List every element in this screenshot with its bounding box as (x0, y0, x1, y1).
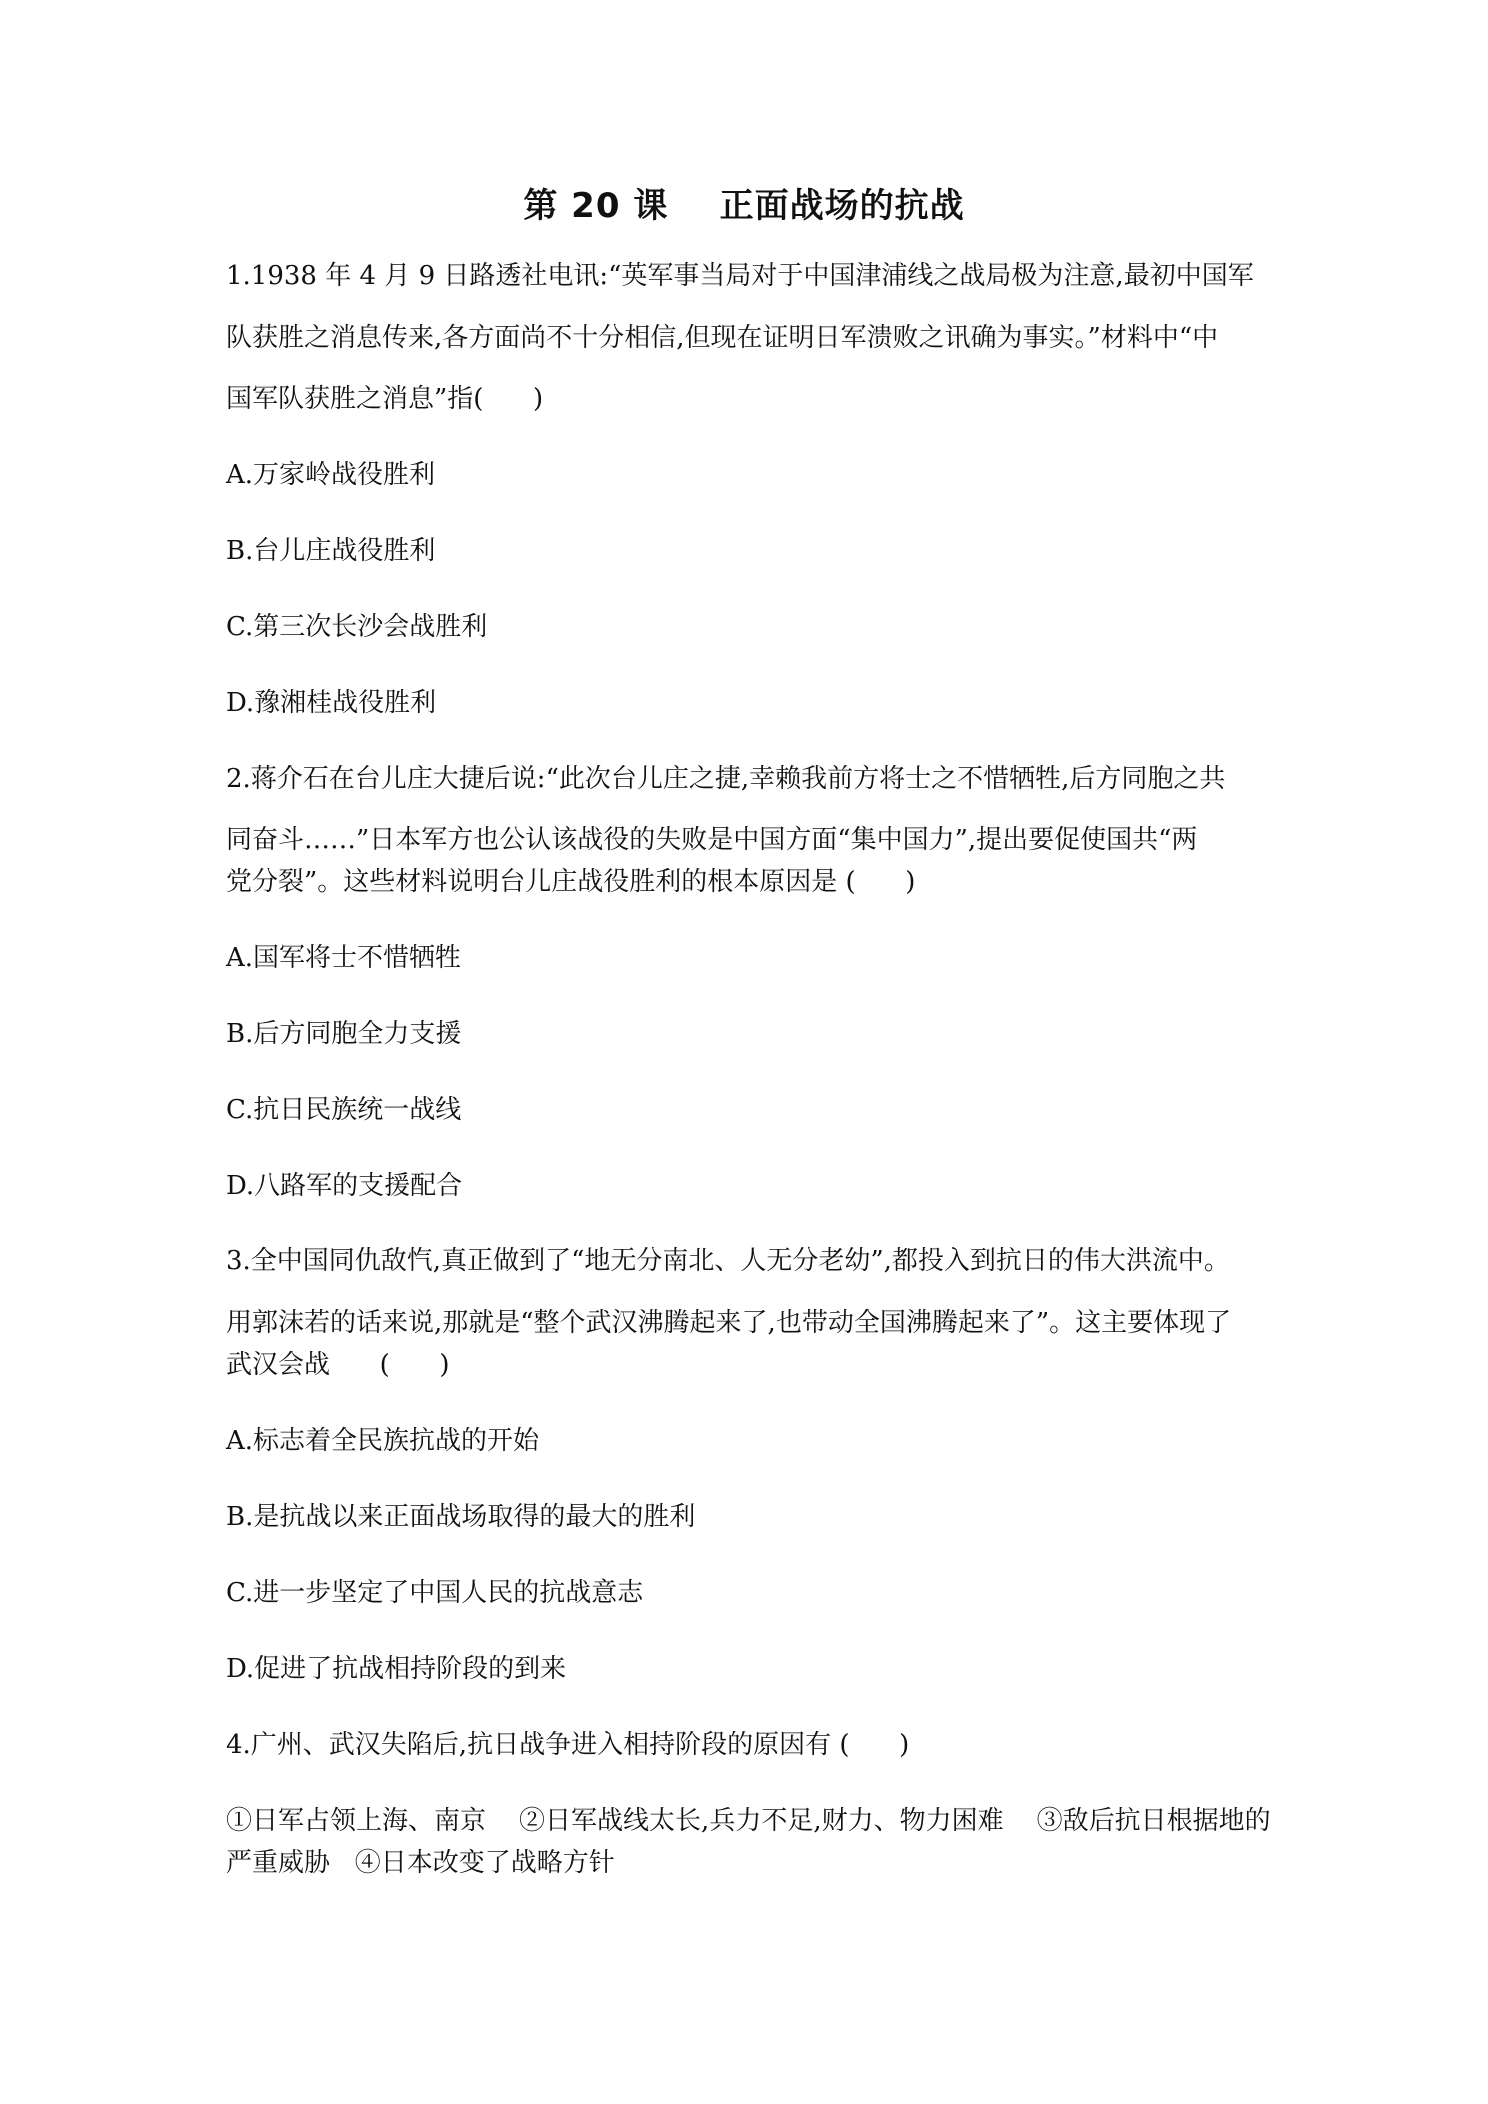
question-2-option-b: B.后方同胞全力支援 (226, 1019, 462, 1049)
question-3-option-b: B.是抗战以来正面战场取得的最大的胜利 (226, 1502, 696, 1532)
question-1-option-d: D.豫湘桂战役胜利 (226, 688, 437, 718)
question-2-option-d: D.八路军的支援配合 (226, 1171, 463, 1201)
question-4-statement-line-1: ①日军占领上海、南京 ②日军战线太长,兵力不足,财力、物力困难 ③敌后抗日根据地的 (226, 1806, 1271, 1836)
page-title: 第 20 课 正面战场的抗战 (523, 186, 965, 226)
question-3-option-a: A.标志着全民族抗战的开始 (226, 1426, 540, 1456)
question-1-line-1: 1.1938 年 4 月 9 日路透社电讯:“英军事当局对于中国津浦线之战局极为注意,最初中国军 (226, 261, 1254, 291)
question-4-line-1: 4.广州、武汉失陷后,抗日战争进入相持阶段的原因有 ( ) (226, 1730, 910, 1760)
question-2-line-3: 党分裂”。这些材料说明台儿庄战役胜利的根本原因是 ( ) (226, 867, 916, 897)
question-3-line-2: 用郭沫若的话来说,那就是“整个武汉沸腾起来了,也带动全国沸腾起来了”。这主要体现了 (226, 1308, 1232, 1338)
question-4-statement-line-2: 严重威胁 ④日本改变了战略方针 (226, 1848, 615, 1878)
question-1-option-c: C.第三次长沙会战胜利 (226, 612, 488, 642)
question-2-option-c: C.抗日民族统一战线 (226, 1095, 462, 1125)
question-3-line-3: 武汉会战 ( ) (226, 1350, 450, 1380)
question-3-option-c: C.进一步坚定了中国人民的抗战意志 (226, 1578, 644, 1608)
question-2-line-2: 同奋斗……”日本军方也公认该战役的失败是中国方面“集中国力”,提出要促使国共“两 (226, 825, 1198, 855)
question-1-option-a: A.万家岭战役胜利 (226, 460, 436, 490)
question-3-line-1: 3.全中国同仇敌忾,真正做到了“地无分南北、人无分老幼”,都投入到抗日的伟大洪流中。 (226, 1246, 1230, 1276)
question-1-line-3: 国军队获胜之消息”指( ) (226, 384, 544, 414)
question-2-line-1: 2.蒋介石在台儿庄大捷后说:“此次台儿庄之捷,幸赖我前方将士之不惜牺牲,后方同胞之共 (226, 764, 1226, 794)
question-2-option-a: A.国军将士不惜牺牲 (226, 943, 462, 973)
question-1-option-b: B.台儿庄战役胜利 (226, 536, 436, 566)
question-3-option-d: D.促进了抗战相持阶段的到来 (226, 1654, 567, 1684)
question-1-line-2: 队获胜之消息传来,各方面尚不十分相信,但现在证明日军溃败之讯确为事实。”材料中“中 (226, 323, 1219, 353)
